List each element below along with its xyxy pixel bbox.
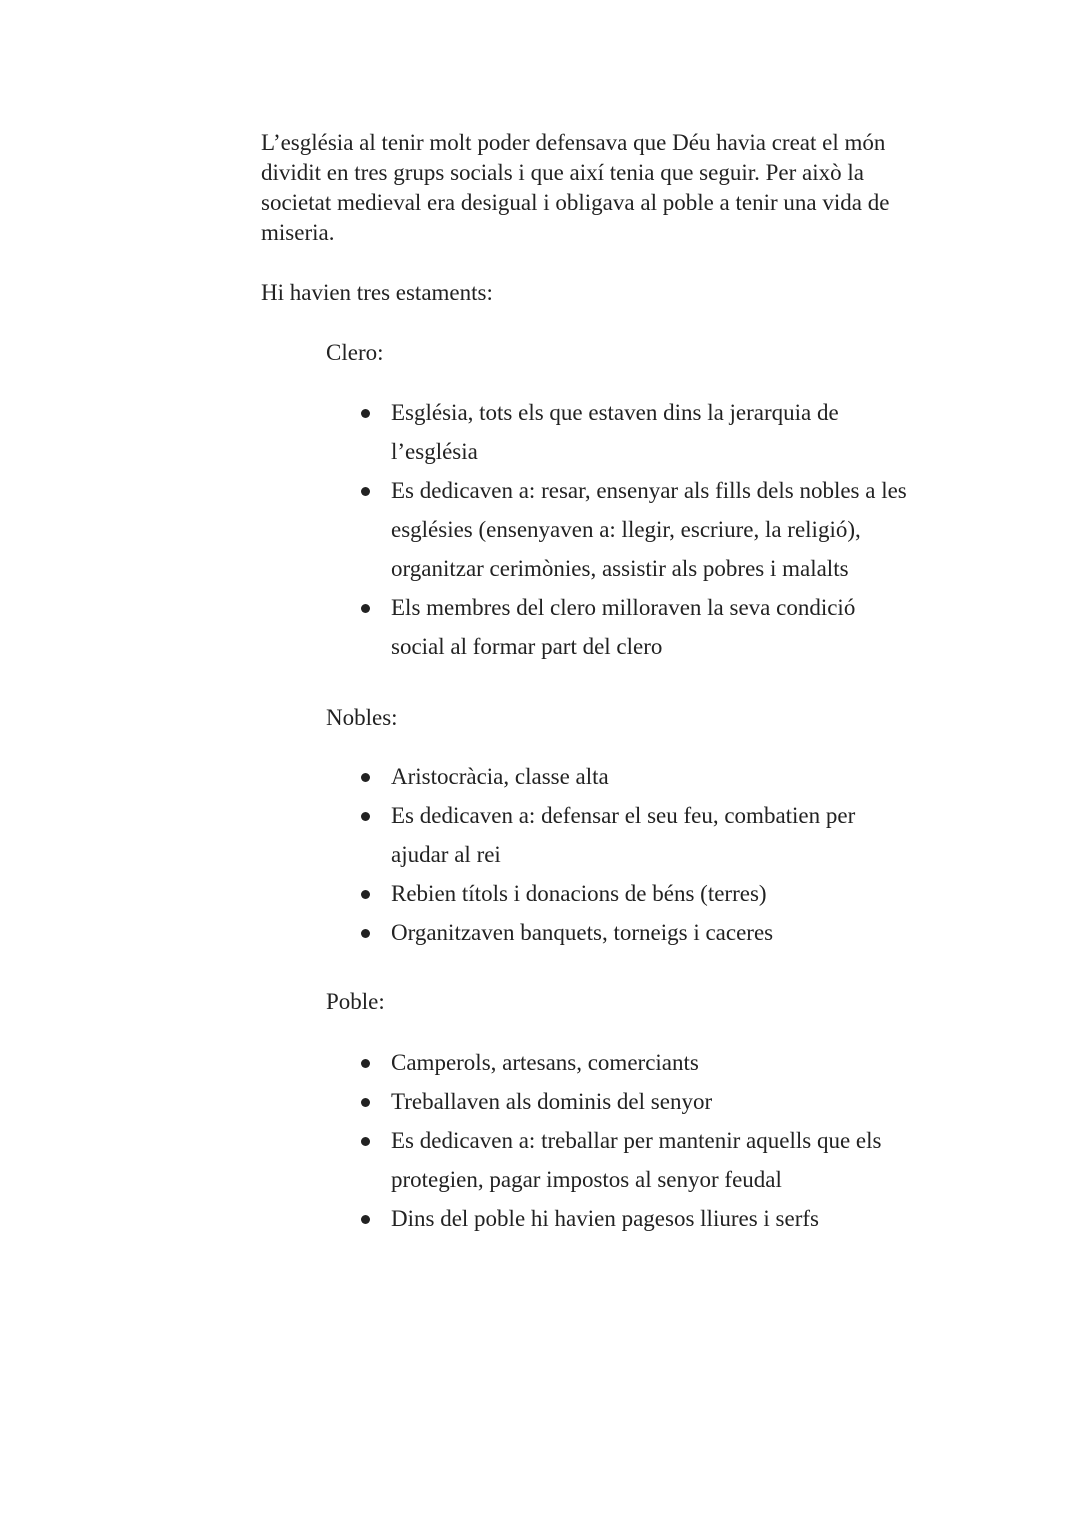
bullet-icon <box>361 929 370 938</box>
list-item <box>361 1121 881 1199</box>
bullet-icon <box>361 409 370 418</box>
list-item <box>361 1082 881 1121</box>
list-item-text: Dins del poble hi havien pagesos lliures i serfs <box>391 1206 819 1231</box>
intro-paragraph: L’església al tenir molt poder defensava que Déu havia creat el món dividit en tres grups socials i que així tenia que seguir. Per això la societat medieval era desigual i obligava al poble a tenir una vida de miseria. <box>261 130 890 245</box>
bullet-icon <box>361 604 370 613</box>
list-item <box>361 588 907 666</box>
list-item-text: Es dedicaven a: resar, ensenyar als fills dels nobles a les esglésies (ensenyaven a: llegir, escriure, la religió), organitzar cerimònies, assistir als pobres i malalts <box>391 478 907 581</box>
bullet-icon <box>361 890 370 899</box>
bullet-icon <box>361 1137 370 1146</box>
list-item <box>361 393 907 471</box>
bullet-icon <box>361 812 370 821</box>
section-title-poble: Poble: <box>326 989 385 1014</box>
bullet-icon <box>361 773 370 782</box>
list-item <box>361 471 907 588</box>
poble-list <box>361 1043 881 1238</box>
list-item-text: Rebien títols i donacions de béns (terres) <box>391 881 767 906</box>
list-item-text: Aristocràcia, classe alta <box>391 764 609 789</box>
list-item-text: Organitzaven banquets, torneigs i caceres <box>391 920 774 945</box>
list-item-text: Els membres del clero milloraven la seva condició social al formar part del clero <box>391 595 856 659</box>
section-title-nobles: Nobles: <box>326 705 398 730</box>
list-item-text: Treballaven als dominis del senyor <box>391 1089 713 1114</box>
list-item-text: Es dedicaven a: defensar el seu feu, combatien per ajudar al rei <box>391 803 856 867</box>
bullet-icon <box>361 487 370 496</box>
bullet-icon <box>361 1215 370 1224</box>
list-item-text: Església, tots els que estaven dins la jerarquia de l’església <box>391 400 839 464</box>
clero-list <box>361 393 907 666</box>
list-item-text: Es dedicaven a: treballar per mantenir aquells que els protegien, pagar impostos al senyor feudal <box>391 1128 882 1192</box>
bullet-icon <box>361 1059 370 1068</box>
list-item <box>361 913 855 952</box>
list-item-text: Camperols, artesans, comerciants <box>391 1050 699 1075</box>
list-item <box>361 1199 881 1238</box>
nobles-list <box>361 757 855 952</box>
bullet-icon <box>361 1098 370 1107</box>
list-item <box>361 796 855 874</box>
list-item <box>361 874 855 913</box>
list-item <box>361 1043 881 1082</box>
list-item <box>361 757 855 796</box>
estaments-heading: Hi havien tres estaments: <box>261 280 493 305</box>
section-title-clero: Clero: <box>326 340 384 365</box>
